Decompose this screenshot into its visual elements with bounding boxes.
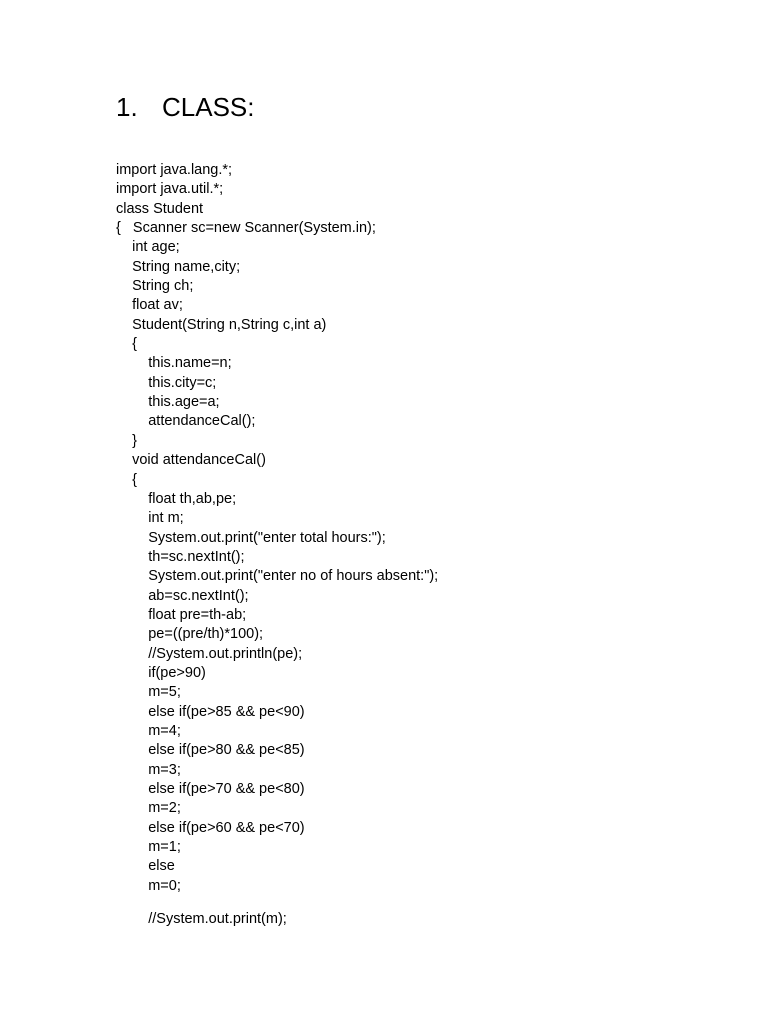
- code-line: else if(pe>60 && pe<70): [116, 819, 305, 836]
- code-line: else if(pe>85 && pe<90): [116, 703, 305, 720]
- code-line: float pre=th-ab;: [116, 606, 247, 623]
- heading-number: 1.: [116, 92, 138, 122]
- code-line: int m;: [116, 510, 184, 527]
- code-line: m=0;: [116, 877, 181, 894]
- code-line: this.age=a;: [116, 394, 220, 411]
- code-line: import java.util.*;: [116, 181, 224, 198]
- code-line: else: [116, 858, 175, 875]
- code-line: }: [116, 432, 137, 449]
- code-line: {: [116, 336, 137, 353]
- code-line: {: [116, 471, 137, 488]
- code-line: m=4;: [116, 722, 181, 739]
- code-line: th=sc.nextInt();: [116, 548, 245, 565]
- code-line: ab=sc.nextInt();: [116, 587, 249, 604]
- section-heading: [116, 89, 255, 125]
- code-line: m=1;: [116, 839, 181, 856]
- code-line: if(pe>90): [116, 664, 206, 681]
- code-line: m=3;: [116, 761, 181, 778]
- code-lines: [116, 161, 438, 896]
- code-line: float av;: [116, 297, 183, 314]
- code-line: else if(pe>70 && pe<80): [116, 781, 305, 797]
- code-line: System.out.print("enter no of hours absent:");: [116, 568, 439, 585]
- heading-title: CLASS:: [162, 92, 255, 122]
- code-line: attendanceCal();: [116, 413, 256, 430]
- code-block: [116, 161, 438, 929]
- code-line: System.out.print("enter total hours:");: [116, 529, 386, 546]
- code-line: String name,city;: [116, 258, 241, 275]
- code-line: else if(pe>80 && pe<85): [116, 742, 305, 759]
- line-gap: [116, 896, 438, 910]
- code-line: Student(String n,String c,int a): [116, 316, 327, 333]
- code-line: import java.lang.*;: [116, 162, 233, 178]
- code-line: { Scanner sc=new Scanner(System.in);: [116, 220, 376, 237]
- code-line: m=2;: [116, 800, 181, 817]
- code-line: this.city=c;: [116, 374, 217, 391]
- code-line: String ch;: [116, 278, 194, 295]
- code-line: class Student: [116, 200, 204, 217]
- code-line-trailing: //System.out.print(m);: [116, 911, 287, 928]
- code-line: this.name=n;: [116, 355, 232, 372]
- code-line: m=5;: [116, 684, 181, 701]
- code-line: void attendanceCal(): [116, 452, 266, 469]
- code-line: pe=((pre/th)*100);: [116, 626, 264, 643]
- code-line: //System.out.println(pe);: [116, 645, 303, 662]
- code-line: int age;: [116, 239, 180, 256]
- code-line: float th,ab,pe;: [116, 490, 237, 507]
